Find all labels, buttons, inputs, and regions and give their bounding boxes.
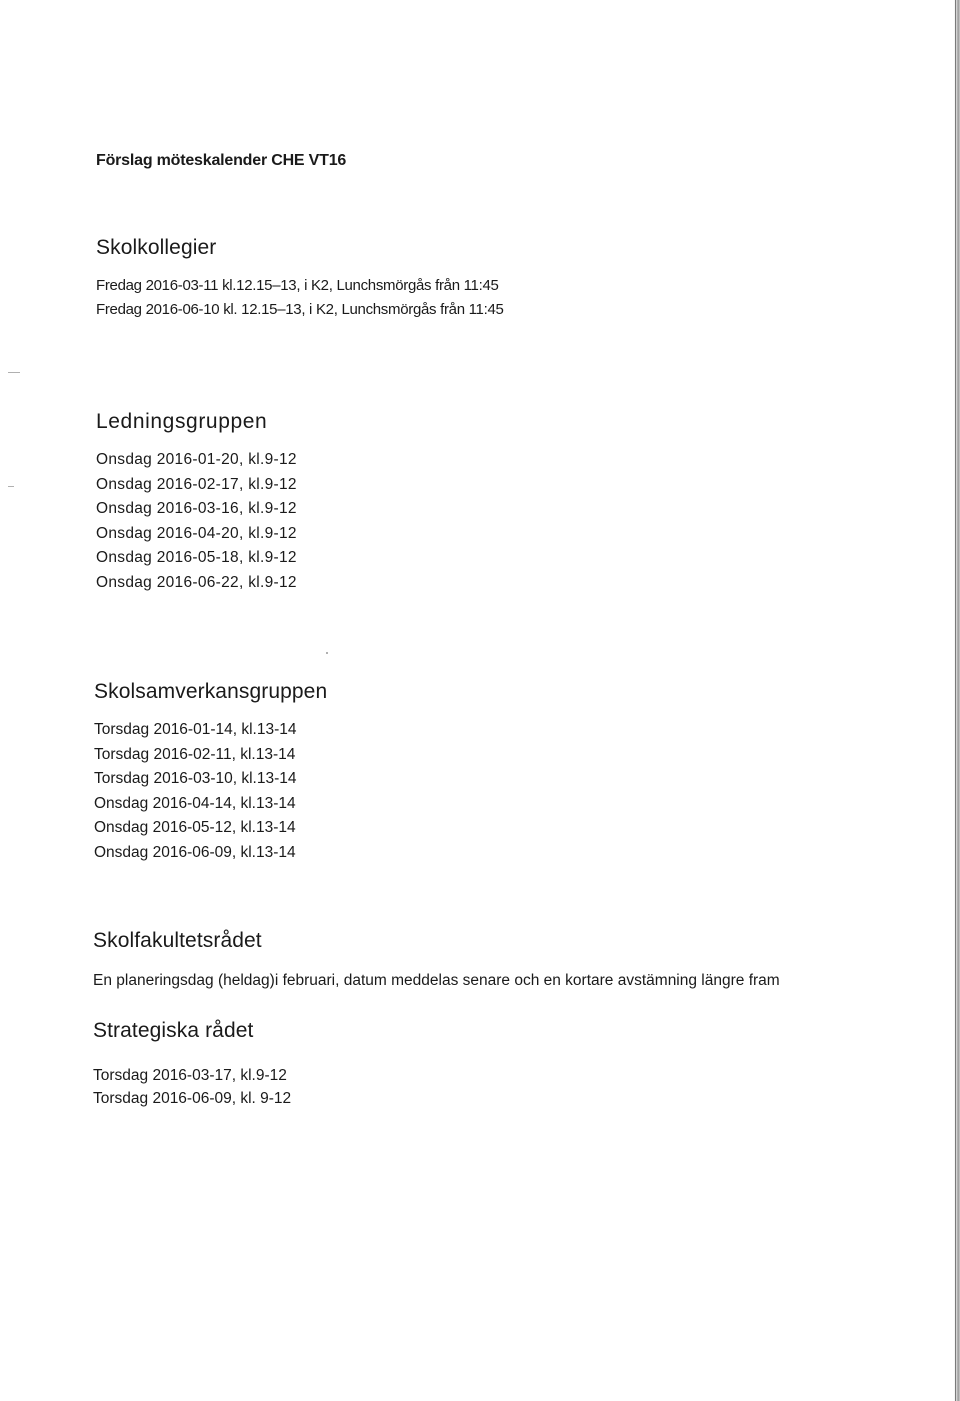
section-heading: Skolkollegier	[96, 236, 217, 259]
meeting-line: Onsdag 2016-03-16, kl.9-12	[96, 500, 297, 517]
document-title: Förslag möteskalender CHE VT16	[96, 152, 347, 169]
section-skolfakultetsradet	[93, 929, 780, 994]
meeting-line: Onsdag 2016-04-14, kl.13-14	[94, 794, 296, 812]
meeting-line: Onsdag 2016-02-17, kl.9-12	[96, 475, 297, 493]
meeting-line: Fredag 2016-03-11 kl.12.15–13, i K2, Lunchsmörgås från 11:45	[96, 277, 499, 294]
section-strategiska-radet	[93, 1019, 291, 1110]
meeting-line: Onsdag 2016-04-20, kl.9-12	[96, 524, 297, 542]
meeting-line: Torsdag 2016-03-17, kl.9-12	[93, 1067, 287, 1084]
meeting-line: Onsdag 2016-05-12, kl.13-14	[94, 819, 296, 836]
meeting-line: Onsdag 2016-01-20, kl.9-12	[96, 451, 297, 468]
meeting-line: Torsdag 2016-03-10, kl.13-14	[94, 770, 297, 787]
scan-speck	[8, 372, 20, 373]
meeting-line: Torsdag 2016-06-09, kl. 9-12	[93, 1089, 292, 1107]
meeting-line: Torsdag 2016-02-11, kl.13-14	[94, 745, 296, 763]
section-heading: Ledningsgruppen	[96, 410, 268, 433]
scan-speck	[326, 652, 328, 654]
section-heading: Skolfakultetsrådet	[93, 929, 262, 952]
scan-speck	[8, 486, 14, 487]
section-ledningsgruppen	[96, 410, 297, 595]
meeting-line: Torsdag 2016-01-14, kl.13-14	[94, 721, 297, 738]
meeting-line: En planeringsdag (heldag)i februari, datum meddelas senare och en kortare avstämning längre fram	[93, 972, 780, 989]
section-skolsamverkansgruppen	[94, 680, 327, 865]
meeting-line: Fredag 2016-06-10 kl. 12.15–13, i K2, Lunchsmörgås från 11:45	[96, 301, 504, 318]
section-heading: Strategiska rådet	[93, 1019, 254, 1042]
meeting-line: Onsdag 2016-06-09, kl.13-14	[94, 843, 296, 861]
meeting-line: Onsdag 2016-06-22, kl.9-12	[96, 573, 297, 591]
section-heading: Skolsamverkansgruppen	[94, 680, 328, 703]
meeting-line: Onsdag 2016-05-18, kl.9-12	[96, 549, 297, 566]
section-skolkollegier	[96, 236, 504, 322]
scan-edge-line	[955, 0, 956, 1401]
